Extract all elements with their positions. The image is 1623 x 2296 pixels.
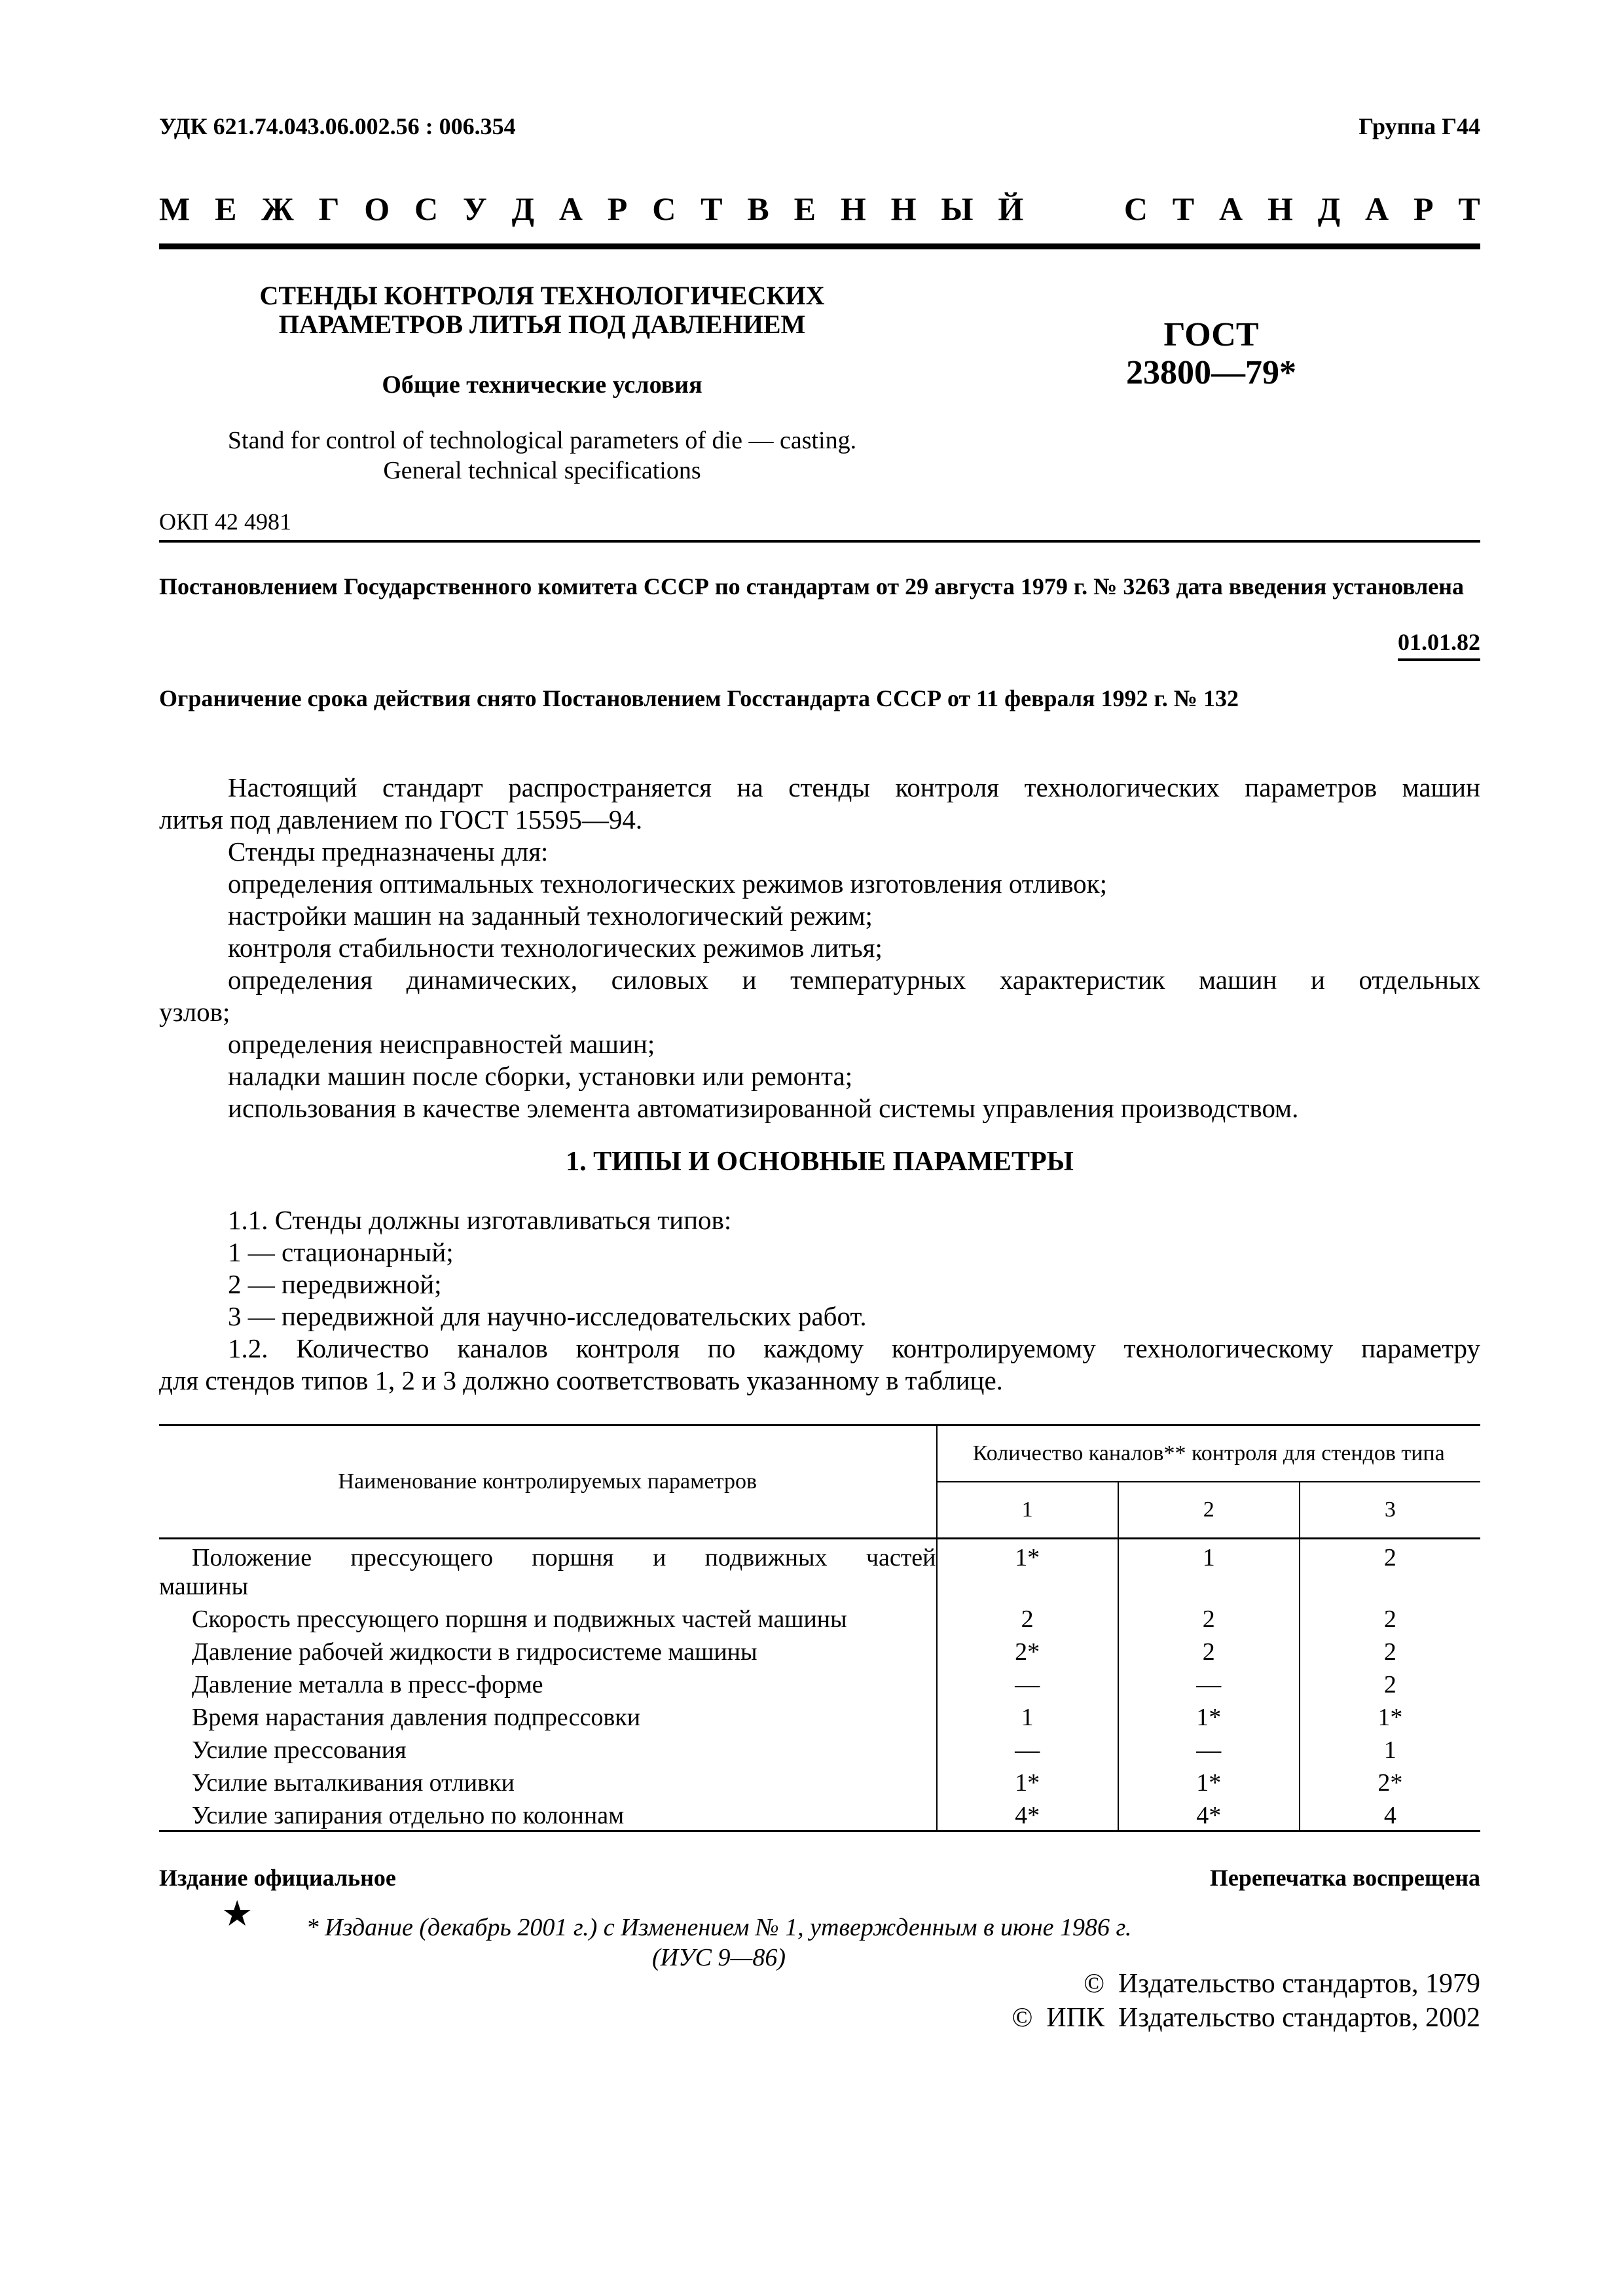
gost-number: 23800—79* (1126, 354, 1296, 391)
channel-count-type-3: 2 (1383, 1544, 1396, 1571)
table-body (159, 1539, 1480, 1831)
banner-letter: Ж (261, 190, 294, 227)
udk-code: УДК 621.74.043.06.002.56 : 006.354 (159, 113, 516, 139)
channels-table (159, 1424, 1480, 1832)
stand-type-1: 1 — стационарный; (228, 1237, 454, 1267)
purpose-item: определения оптимальных технологических режимов изготовления отливок; (228, 869, 1107, 899)
parameter-name-continuation: машины (159, 1573, 249, 1600)
table-row (159, 1601, 1480, 1634)
decree-text: Постановлением Государственного комитета СССР по стандартам от 29 августа 1979 г. № 3263 дата введения установлена (159, 573, 1465, 600)
title-line-1: СТЕНДЫ КОНТРОЛЯ ТЕХНОЛОГИЧЕСКИХ (259, 281, 825, 310)
intro-paragraph-line-1: Настоящий стандарт распространяется на стенды контроля технологических параметров машин (228, 772, 1480, 802)
channel-count-type-1: — (937, 1666, 1118, 1699)
table-row (159, 1666, 1480, 1699)
copyright-line-2: © ИПК Издательство стандартов, 2002 (1012, 2003, 1480, 2033)
banner-letter: О (364, 190, 390, 227)
title-line-2: ПАРАМЕТРОВ ЛИТЬЯ ПОД ДАВЛЕНИЕМ (278, 310, 806, 339)
channel-count-type-2: — (1118, 1666, 1300, 1699)
column-header-parameter: Наименование контролируемых параметров (159, 1426, 937, 1539)
copyright-line-1: © Издательство стандартов, 1979 (1084, 1969, 1480, 1999)
banner-letter: Д (1317, 190, 1341, 227)
channel-count-type-2: 4* (1118, 1797, 1300, 1831)
limitation-note: Ограничение срока действия снято Постановлением Госстандарта СССР от 11 февраля 1992 г. № 132 (159, 685, 1239, 711)
banner-letter: Р (1413, 190, 1434, 227)
parameter-name-cell (159, 1666, 937, 1699)
parameter-name-cell (159, 1601, 937, 1634)
banner-letter: Е (215, 190, 237, 227)
edition-note (159, 1912, 1279, 1973)
stand-type-2: 2 — передвижной; (228, 1269, 442, 1299)
banner-letter: Н (1267, 190, 1293, 227)
parameter-name-cell (159, 1634, 937, 1666)
channel-count-type-3: 1* (1377, 1704, 1403, 1731)
purpose-item: наладки машин после сборки, установки или ремонта; (228, 1061, 853, 1091)
parameter-name: Скорость прессующего поршня и подвижных частей машины (192, 1605, 847, 1633)
banner-letter: С (1123, 190, 1148, 227)
official-edition-label: Издание официальное (159, 1865, 396, 1891)
channel-count-type-2: — (1118, 1732, 1300, 1765)
star-icon: ★ (221, 1894, 253, 1933)
banner-letter: Е (793, 190, 816, 227)
banner-letter: А (558, 190, 583, 227)
banner-letter: В (747, 190, 769, 227)
banner-letter: Р (607, 190, 628, 227)
channel-count-type-2: 2 (1118, 1601, 1300, 1634)
purpose-item: определения неисправностей машин; (228, 1029, 655, 1059)
english-title-line-1: Stand for control of technological parameters of die — casting. (227, 427, 857, 454)
section-heading: 1. ТИПЫ И ОСНОВНЫЕ ПАРАМЕТРЫ (566, 1147, 1074, 1177)
banner-letter: Ы (941, 190, 974, 227)
banner-letter: Т (701, 190, 723, 227)
interstate-standard-banner (159, 190, 1480, 228)
copyright-block (1012, 1967, 1480, 2035)
english-title-line-2: General technical specifications (383, 457, 701, 484)
parameter-name-cell (159, 1797, 937, 1831)
parameter-name: Давление рабочей жидкости в гидросистеме машины (192, 1638, 757, 1666)
parameter-name: Усилие выталкивания отливки (192, 1769, 515, 1797)
channel-count-type-3: 2 (1383, 1638, 1396, 1666)
banner-letter: У (463, 190, 487, 227)
table-row (159, 1732, 1480, 1765)
banner-letter: А (1365, 190, 1389, 227)
channel-count-type-1: 2 (937, 1601, 1118, 1634)
banner-letter (1048, 190, 1061, 228)
channel-count-type-3: 4 (1300, 1797, 1480, 1831)
channel-count-type-3: 2 (1383, 1671, 1396, 1698)
table-row (159, 1797, 1480, 1831)
channel-count-type-1: 4* (937, 1797, 1118, 1831)
channel-count-type-1: 1 (937, 1699, 1118, 1732)
channel-count-type-2: 1* (1118, 1699, 1300, 1732)
channel-count-type-2: 1* (1118, 1765, 1300, 1797)
parameter-name-cell (159, 1539, 937, 1602)
table-row (159, 1765, 1480, 1797)
banner-letter: Д (511, 190, 534, 227)
banner-letter: Г (318, 190, 340, 227)
channel-count-type-1: 1* (937, 1539, 1118, 1602)
channel-count-type-1: 2* (937, 1634, 1118, 1666)
banner-letter: Н (890, 190, 917, 227)
section-1-body (159, 1204, 1480, 1397)
banner-letter: Й (998, 190, 1024, 227)
channel-count-type-2: 1 (1118, 1539, 1300, 1602)
banner-letter: А (1219, 190, 1243, 227)
column-header-type-1: 1 (937, 1482, 1118, 1539)
intro-paragraph-line-2: литья под давлением по ГОСТ 15595—94. (159, 804, 643, 834)
purpose-item: определения динамических, силовых и температурных характеристик машин и отдельных (228, 965, 1480, 995)
reprint-prohibited-label: Перепечатка воспрещена (1209, 1865, 1480, 1891)
purpose-item: настройки машин на заданный технологический режим; (228, 901, 873, 931)
parameter-name-cell (159, 1732, 937, 1765)
group-code: Группа Г44 (1359, 113, 1480, 139)
banner-letter: Т (1458, 190, 1480, 227)
parameter-name: Давление металла в пресс-форме (192, 1671, 543, 1698)
channel-count-type-3: 2 (1383, 1605, 1396, 1633)
clause-1-2-line-2: для стендов типов 1, 2 и 3 должно соответствовать указанному в таблице. (159, 1365, 1003, 1395)
banner-letter (1086, 190, 1099, 228)
banner-letter: Т (1172, 190, 1195, 227)
purpose-item: использования в качестве элемента автоматизированной системы управления производством. (228, 1093, 1299, 1123)
purpose-item: контроля стабильности технологических режимов литья; (228, 933, 883, 963)
channel-count-type-3: 1 (1383, 1736, 1396, 1764)
edition-note-line-2: (ИУС 9—86) (652, 1944, 786, 1971)
parameter-name-cell (159, 1699, 937, 1732)
introduction-date: 01.01.82 (1398, 628, 1480, 661)
banner-letter: С (414, 190, 439, 227)
column-header-channels: Количество каналов** контроля для стендов типа (937, 1426, 1480, 1482)
parameter-name: Усилие прессования (192, 1736, 407, 1764)
purpose-item-continuation: узлов; (159, 997, 230, 1027)
parameter-name: Положение прессующего поршня и подвижных частей (192, 1544, 936, 1571)
banner-rule (159, 243, 1480, 249)
gost-label: ГОСТ (1163, 316, 1259, 353)
banner-letter: Н (840, 190, 866, 227)
table-row (159, 1699, 1480, 1732)
stand-type-3: 3 — передвижной для научно-исследовательских работ. (228, 1301, 867, 1331)
clause-1-1: 1.1. Стенды должны изготавливаться типов: (228, 1205, 732, 1235)
table-row (159, 1539, 1480, 1602)
channel-count-type-1: — (937, 1732, 1118, 1765)
parameter-name: Усилие запирания отдельно по колоннам (192, 1802, 625, 1829)
table-row (159, 1634, 1480, 1666)
banner-letter: М (159, 190, 191, 227)
clause-1-2-line-1: 1.2. Количество каналов контроля по каждому контролируемому технологическому параметру (228, 1333, 1480, 1363)
channel-count-type-2: 2 (1118, 1634, 1300, 1666)
column-header-type-2: 2 (1118, 1482, 1300, 1539)
intro-section (159, 772, 1480, 1124)
column-header-type-3: 3 (1300, 1482, 1480, 1539)
banner-letter: С (652, 190, 676, 227)
parameter-name-cell (159, 1765, 937, 1797)
okp-code: ОКП 42 4981 (159, 509, 292, 535)
channel-count-type-3: 2* (1377, 1769, 1403, 1797)
okp-rule (159, 540, 1480, 543)
parameter-name: Время нарастания давления подпрессовки (192, 1704, 641, 1731)
subtitle: Общие технические условия (382, 371, 702, 399)
channel-count-type-1: 1* (937, 1765, 1118, 1797)
edition-note-line-1: * Издание (декабрь 2001 г.) с Изменением № 1, утвержденным в июне 1986 г. (306, 1914, 1132, 1941)
gost-designation (1113, 316, 1309, 392)
purpose-heading: Стенды предназначены для: (228, 836, 549, 867)
